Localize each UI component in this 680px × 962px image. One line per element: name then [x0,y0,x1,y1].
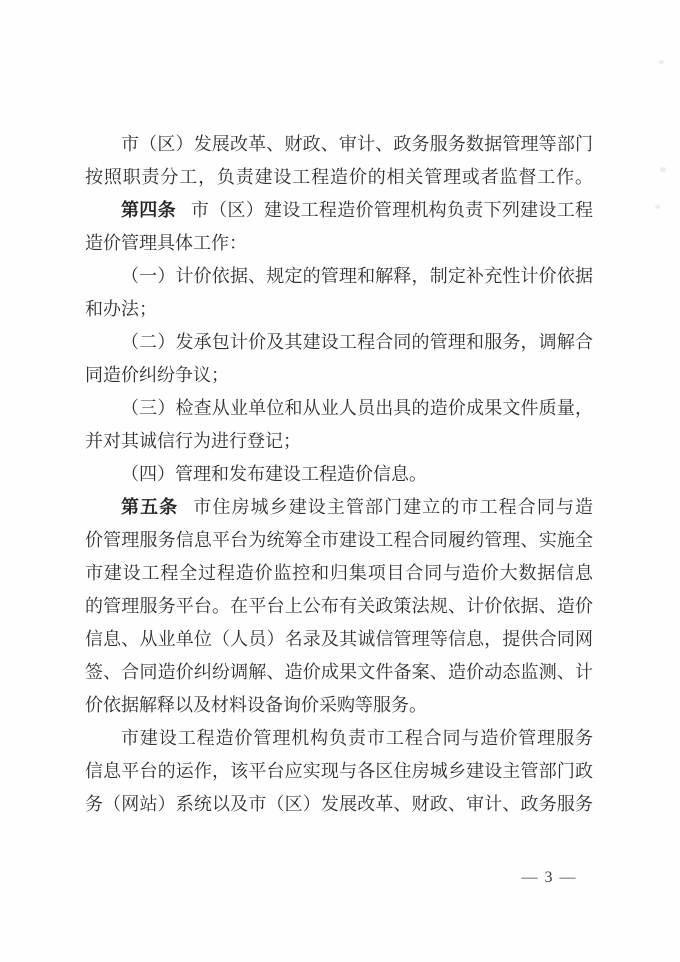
line-text: （二）发承包计价及其建设工程合同的管理和服务，调解合 [121,332,593,352]
text-line [85,227,593,260]
scan-speck [660,167,666,172]
text-line [85,194,593,227]
text-line [85,128,593,161]
line-text: 市（区）发展改革、财政、审计、政务服务数据管理等部门 [121,134,593,154]
line-text: 市建设工程全过程造价监控和归集项目合同与造价大数据信息 [85,563,593,583]
article-number: 第四条 [121,200,176,220]
line-text: 价管理服务信息平台为统筹全市建设工程合同履约管理、实施全 [85,530,593,550]
line-text: （一）计价依据、规定的管理和解释，制定补充性计价依据 [121,266,593,286]
text-line [85,293,593,326]
line-text: 同造价纠纷争议； [85,365,229,385]
line-text: 和办法； [85,299,157,319]
line-text: 按照职责分工，负责建设工程造价的相关管理或者监督工作。 [85,167,593,187]
line-text: 市建设工程造价管理机构负责市工程合同与造价管理服务 [121,728,593,748]
text-line [85,359,593,392]
line-text: 造价管理具体工作： [85,233,247,253]
text-line [85,590,593,623]
text-line [85,755,593,788]
text-line [85,788,593,821]
text-line [85,260,593,293]
article-number: 第五条 [121,497,179,517]
line-text: 信息、从业单位（人员）名录及其诚信管理等信息，提供合同网 [85,629,593,649]
scan-speck [659,60,664,64]
text-line [85,689,593,722]
text-line [85,557,593,590]
text-line [85,491,593,524]
text-line [85,392,593,425]
line-text: （四）管理和发布建设工程造价信息。 [121,464,427,484]
page-number: — 3 — [521,869,577,886]
text-line [85,656,593,689]
line-text: 信息平台的运作，该平台应实现与各区住房城乡建设主管部门政 [85,761,593,781]
line-text: 并对其诚信行为进行登记； [85,431,301,451]
line-text: 市（区）建设工程造价管理机构负责下列建设工程 [190,200,593,220]
text-line [85,161,593,194]
text-line [85,722,593,755]
line-text: （三）检查从业单位和从业人员出具的造价成果文件质量， [121,398,593,418]
text-line [85,326,593,359]
line-text: 签、合同造价纠纷调解、造价成果文件备案、造价动态监测、计 [85,662,593,682]
text-line [85,623,593,656]
text-line [85,425,593,458]
line-text: 价依据解释以及材料设备询价采购等服务。 [85,695,427,715]
text-line [85,458,593,491]
document-body [85,128,593,821]
line-text: 务（网站）系统以及市（区）发展改革、财政、审计、政务服务 [85,794,593,814]
text-line [85,524,593,557]
line-text: 的管理服务平台。在平台上公布有关政策法规、计价依据、造价 [85,596,593,616]
scan-speck [655,205,660,209]
line-text: 市住房城乡建设主管部门建立的市工程合同与造 [193,497,594,517]
